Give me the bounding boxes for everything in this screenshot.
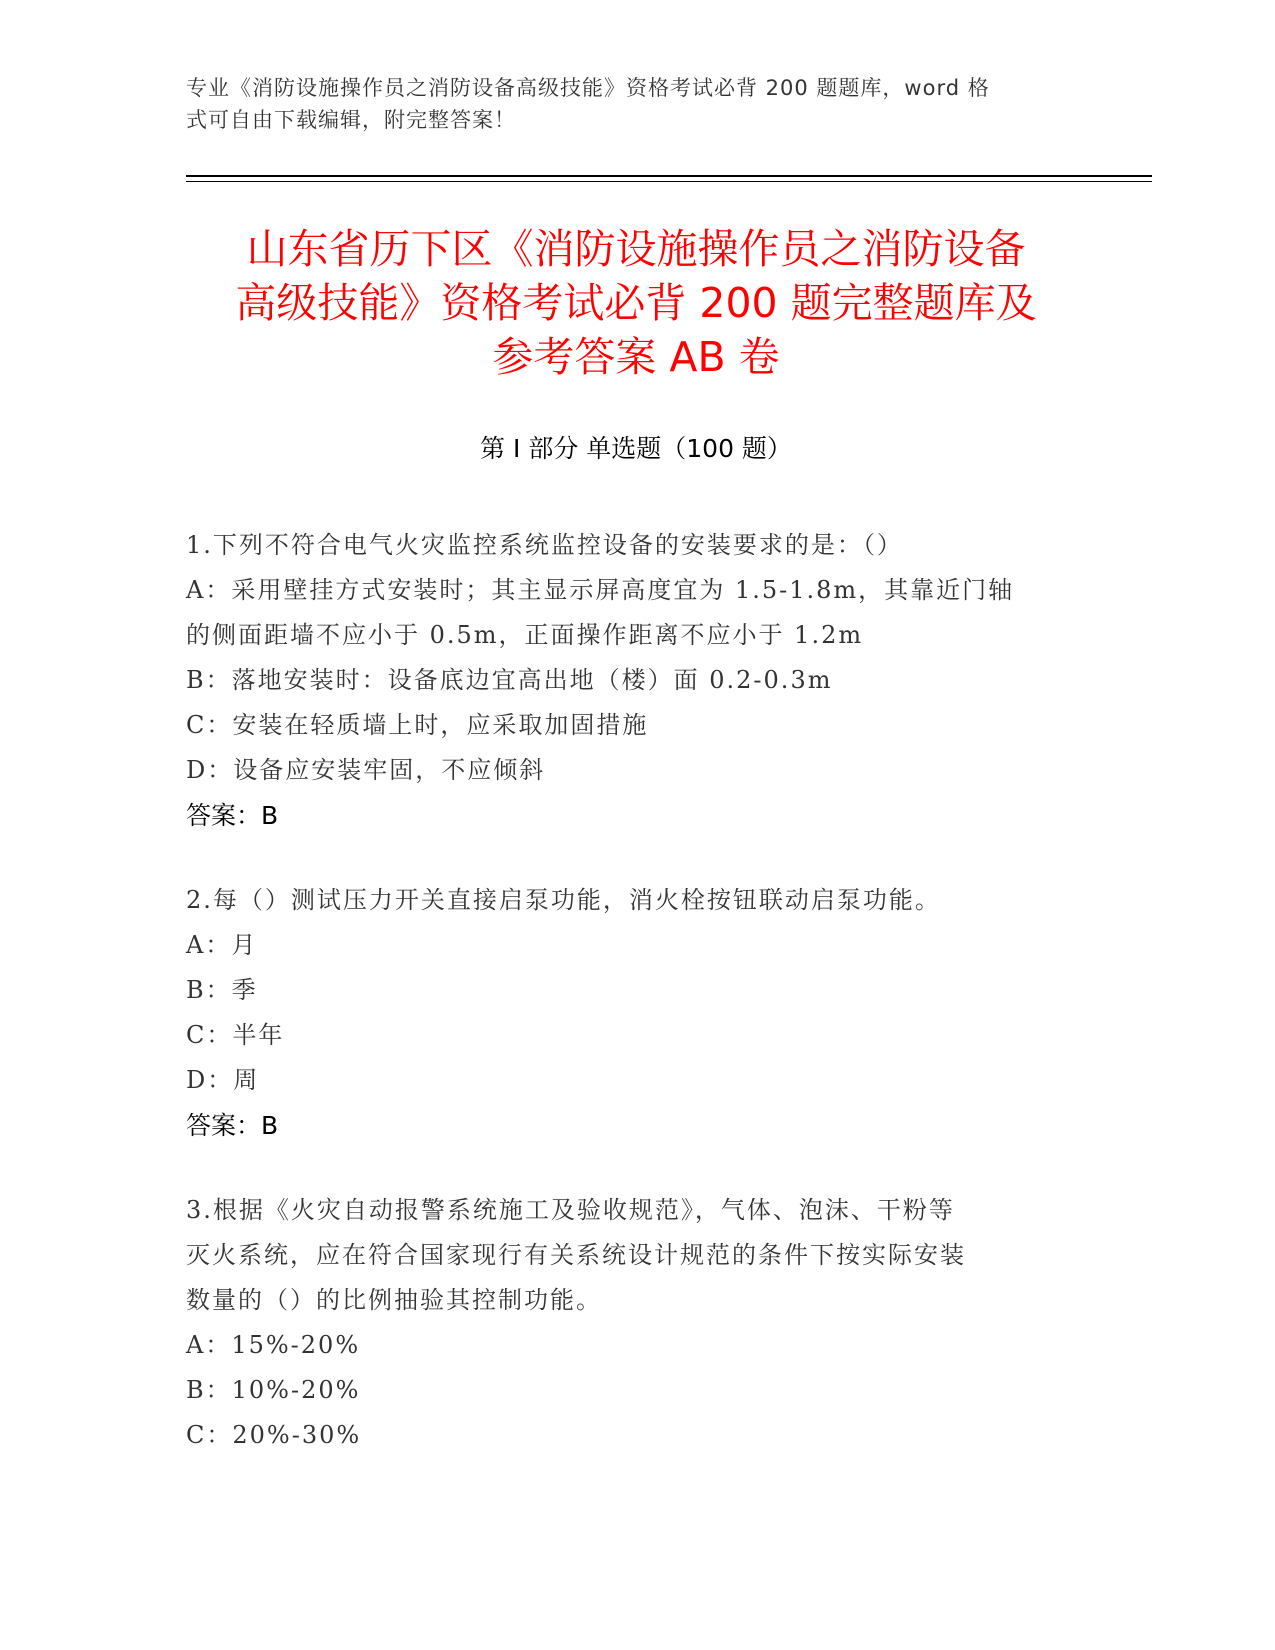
question-option: A：15%-20% [186,1331,361,1359]
question-option: 的侧面距墙不应小于 0.5m，正面操作距离不应小于 1.2m [186,621,864,649]
question-option: C：半年 [186,1021,285,1049]
question-stem: 3.根据《火灾自动报警系统施工及验收规范》，气体、泡沫、干粉等 [186,1196,955,1224]
question-option: D：周 [186,1066,260,1094]
question-stem: 灭火系统，应在符合国家现行有关系统设计规范的条件下按实际安装 [186,1241,966,1269]
question-option: C：安装在轻质墙上时，应采取加固措施 [186,711,649,739]
title-line: 山东省历下区《消防设施操作员之消防设备 [246,225,1026,273]
question-stem: 2.每（）测试压力开关直接启泵功能，消火栓按钮联动启泵功能。 [186,886,941,914]
header-divider [186,175,1152,177]
header-note-line: 式可自由下载编辑，附完整答案！ [186,108,516,132]
question-option: C：20%-30% [186,1421,362,1449]
title-line: 参考答案 AB 卷 [492,333,780,381]
question-item [186,1188,1086,1458]
title-line: 高级技能》资格考试必背 200 题完整题库及 [235,279,1037,327]
question-option: B：落地安装时：设备底边宜高出地（楼）面 0.2-0.3m [186,666,833,694]
section-title: 第 I 部分 单选题（100 题） [480,434,792,463]
question-item [186,523,1086,838]
header-divider-thin [186,181,1152,182]
header-note [186,72,1066,136]
question-answer: 答案：B [186,1111,279,1140]
question-option: A：采用壁挂方式安装时；其主显示屏高度宜为 1.5-1.8m，其靠近门轴 [186,576,1015,604]
question-option: B：季 [186,976,258,1004]
question-stem: 数量的（）的比例抽验其控制功能。 [186,1286,602,1314]
question-option: B：10%-20% [186,1376,361,1404]
question-answer: 答案：B [186,801,279,830]
question-list [186,523,1086,1498]
question-option: A：月 [186,931,258,959]
question-stem: 1.下列不符合电气火灾监控系统监控设备的安装要求的是：（） [186,531,903,559]
header-note-line: 专业《消防设施操作员之消防设备高级技能》资格考试必背 200 题题库，word 格 [186,76,990,100]
question-item [186,878,1086,1148]
document-title [186,222,1086,384]
question-option: D：设备应安装牢固，不应倾斜 [186,756,546,784]
